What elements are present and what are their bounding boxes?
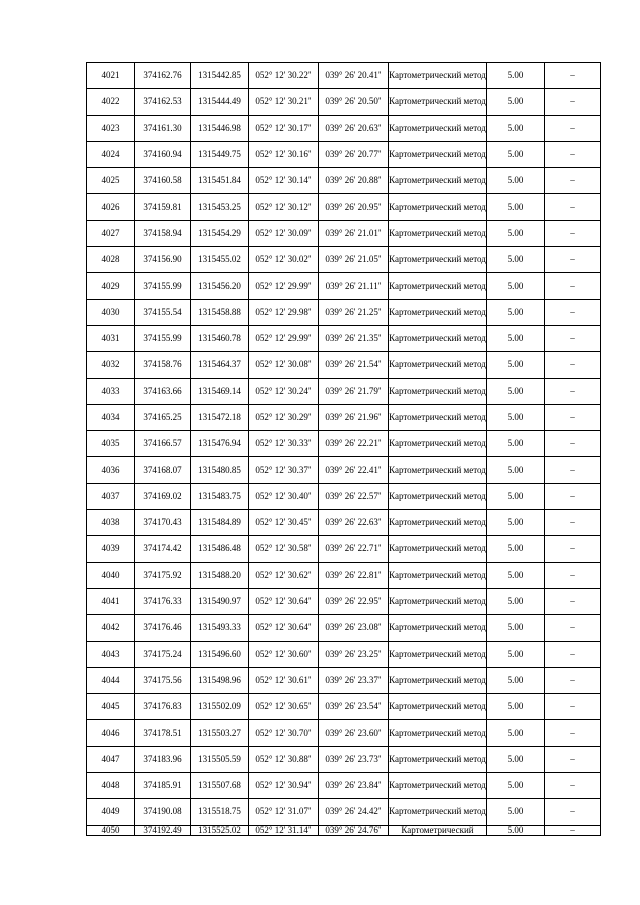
point-number-cell: 4037 (87, 483, 135, 509)
y-coordinate-cell: 1315454.29 (191, 220, 249, 246)
y-coordinate-cell: 1315518.75 (191, 799, 249, 825)
x-coordinate-cell: 374185.91 (135, 773, 191, 799)
table-row (87, 247, 601, 273)
note-cell: – (545, 141, 601, 167)
longitude-cell: 039° 26' 21.05" (319, 247, 389, 273)
x-coordinate-cell: 374175.56 (135, 667, 191, 693)
method-cell: Картометрический метод (389, 746, 487, 772)
longitude-cell: 039° 26' 23.37" (319, 667, 389, 693)
method-cell: Картометрический метод (389, 588, 487, 614)
x-coordinate-cell: 374158.76 (135, 352, 191, 378)
latitude-cell: 052° 12' 30.22" (249, 63, 319, 89)
y-coordinate-cell: 1315472.18 (191, 404, 249, 430)
x-coordinate-cell: 374176.46 (135, 615, 191, 641)
y-coordinate-cell: 1315455.02 (191, 247, 249, 273)
note-cell: – (545, 667, 601, 693)
note-cell: – (545, 615, 601, 641)
method-cell: Картометрический метод (389, 115, 487, 141)
coordinates-table (86, 62, 601, 836)
x-coordinate-cell: 374166.57 (135, 431, 191, 457)
latitude-cell: 052° 12' 30.33" (249, 431, 319, 457)
accuracy-cell: 5.00 (487, 562, 545, 588)
accuracy-cell: 5.00 (487, 457, 545, 483)
point-number-cell: 4024 (87, 141, 135, 167)
table-row (87, 799, 601, 825)
accuracy-cell: 5.00 (487, 352, 545, 378)
accuracy-cell: 5.00 (487, 168, 545, 194)
point-number-cell: 4025 (87, 168, 135, 194)
point-number-cell: 4026 (87, 194, 135, 220)
method-cell: Картометрический метод (389, 457, 487, 483)
accuracy-cell: 5.00 (487, 615, 545, 641)
longitude-cell: 039° 26' 21.35" (319, 325, 389, 351)
point-number-cell: 4042 (87, 615, 135, 641)
y-coordinate-cell: 1315460.78 (191, 325, 249, 351)
latitude-cell: 052° 12' 30.09" (249, 220, 319, 246)
y-coordinate-cell: 1315458.88 (191, 299, 249, 325)
latitude-cell: 052° 12' 30.88" (249, 746, 319, 772)
point-number-cell: 4050 (87, 825, 135, 835)
accuracy-cell: 5.00 (487, 536, 545, 562)
note-cell: – (545, 746, 601, 772)
method-cell: Картометрический метод (389, 694, 487, 720)
latitude-cell: 052° 12' 30.58" (249, 536, 319, 562)
note-cell: – (545, 510, 601, 536)
point-number-cell: 4030 (87, 299, 135, 325)
latitude-cell: 052° 12' 30.60" (249, 641, 319, 667)
accuracy-cell: 5.00 (487, 63, 545, 89)
point-number-cell: 4029 (87, 273, 135, 299)
table-row (87, 273, 601, 299)
accuracy-cell: 5.00 (487, 510, 545, 536)
longitude-cell: 039° 26' 22.21" (319, 431, 389, 457)
point-number-cell: 4046 (87, 720, 135, 746)
latitude-cell: 052° 12' 29.99" (249, 325, 319, 351)
x-coordinate-cell: 374165.25 (135, 404, 191, 430)
latitude-cell: 052° 12' 30.17" (249, 115, 319, 141)
x-coordinate-cell: 374170.43 (135, 510, 191, 536)
longitude-cell: 039° 26' 20.95" (319, 194, 389, 220)
y-coordinate-cell: 1315498.96 (191, 667, 249, 693)
x-coordinate-cell: 374178.51 (135, 720, 191, 746)
longitude-cell: 039° 26' 21.25" (319, 299, 389, 325)
y-coordinate-cell: 1315490.97 (191, 588, 249, 614)
table-row (87, 641, 601, 667)
longitude-cell: 039° 26' 23.73" (319, 746, 389, 772)
table-row (87, 825, 601, 835)
point-number-cell: 4040 (87, 562, 135, 588)
method-cell: Картометрический метод (389, 510, 487, 536)
accuracy-cell: 5.00 (487, 641, 545, 667)
point-number-cell: 4047 (87, 746, 135, 772)
point-number-cell: 4036 (87, 457, 135, 483)
x-coordinate-cell: 374174.42 (135, 536, 191, 562)
note-cell: – (545, 720, 601, 746)
method-cell: Картометрический метод (389, 378, 487, 404)
method-cell: Картометрический метод (389, 667, 487, 693)
longitude-cell: 039° 26' 22.57" (319, 483, 389, 509)
x-coordinate-cell: 374176.33 (135, 588, 191, 614)
table-row (87, 615, 601, 641)
method-cell: Картометрический метод (389, 431, 487, 457)
y-coordinate-cell: 1315469.14 (191, 378, 249, 404)
point-number-cell: 4031 (87, 325, 135, 351)
point-number-cell: 4041 (87, 588, 135, 614)
x-coordinate-cell: 374169.02 (135, 483, 191, 509)
longitude-cell: 039° 26' 22.95" (319, 588, 389, 614)
note-cell: – (545, 325, 601, 351)
y-coordinate-cell: 1315480.85 (191, 457, 249, 483)
y-coordinate-cell: 1315496.60 (191, 641, 249, 667)
note-cell: – (545, 825, 601, 835)
latitude-cell: 052° 12' 30.65" (249, 694, 319, 720)
note-cell: – (545, 457, 601, 483)
latitude-cell: 052° 12' 30.62" (249, 562, 319, 588)
table-row (87, 325, 601, 351)
method-cell: Картометрический метод (389, 299, 487, 325)
y-coordinate-cell: 1315503.27 (191, 720, 249, 746)
longitude-cell: 039° 26' 20.50" (319, 89, 389, 115)
point-number-cell: 4034 (87, 404, 135, 430)
method-cell: Картометрический метод (389, 641, 487, 667)
note-cell: – (545, 588, 601, 614)
method-cell: Картометрический (389, 825, 487, 835)
method-cell: Картометрический метод (389, 404, 487, 430)
longitude-cell: 039° 26' 22.41" (319, 457, 389, 483)
table-row (87, 536, 601, 562)
point-number-cell: 4044 (87, 667, 135, 693)
note-cell: – (545, 194, 601, 220)
x-coordinate-cell: 374158.94 (135, 220, 191, 246)
latitude-cell: 052° 12' 30.29" (249, 404, 319, 430)
method-cell: Картометрический метод (389, 720, 487, 746)
longitude-cell: 039° 26' 21.79" (319, 378, 389, 404)
accuracy-cell: 5.00 (487, 220, 545, 246)
point-number-cell: 4038 (87, 510, 135, 536)
x-coordinate-cell: 374159.81 (135, 194, 191, 220)
method-cell: Картометрический метод (389, 220, 487, 246)
y-coordinate-cell: 1315464.37 (191, 352, 249, 378)
y-coordinate-cell: 1315456.20 (191, 273, 249, 299)
longitude-cell: 039° 26' 23.84" (319, 773, 389, 799)
note-cell: – (545, 299, 601, 325)
method-cell: Картометрический метод (389, 141, 487, 167)
table-row (87, 720, 601, 746)
table-row (87, 63, 601, 89)
table-row (87, 510, 601, 536)
y-coordinate-cell: 1315484.89 (191, 510, 249, 536)
latitude-cell: 052° 12' 30.02" (249, 247, 319, 273)
longitude-cell: 039° 26' 23.25" (319, 641, 389, 667)
y-coordinate-cell: 1315483.75 (191, 483, 249, 509)
method-cell: Картометрический метод (389, 483, 487, 509)
latitude-cell: 052° 12' 30.70" (249, 720, 319, 746)
point-number-cell: 4039 (87, 536, 135, 562)
point-number-cell: 4035 (87, 431, 135, 457)
accuracy-cell: 5.00 (487, 247, 545, 273)
method-cell: Картометрический метод (389, 352, 487, 378)
y-coordinate-cell: 1315493.33 (191, 615, 249, 641)
table-row (87, 220, 601, 246)
x-coordinate-cell: 374160.94 (135, 141, 191, 167)
method-cell: Картометрический метод (389, 194, 487, 220)
table-row (87, 667, 601, 693)
note-cell: – (545, 220, 601, 246)
table-body (87, 63, 601, 836)
note-cell: – (545, 773, 601, 799)
method-cell: Картометрический метод (389, 615, 487, 641)
latitude-cell: 052° 12' 30.40" (249, 483, 319, 509)
longitude-cell: 039° 26' 24.76" (319, 825, 389, 835)
note-cell: – (545, 431, 601, 457)
x-coordinate-cell: 374168.07 (135, 457, 191, 483)
table-row (87, 141, 601, 167)
latitude-cell: 052° 12' 30.61" (249, 667, 319, 693)
longitude-cell: 039° 26' 21.01" (319, 220, 389, 246)
point-number-cell: 4028 (87, 247, 135, 273)
y-coordinate-cell: 1315505.59 (191, 746, 249, 772)
table-row (87, 483, 601, 509)
point-number-cell: 4048 (87, 773, 135, 799)
accuracy-cell: 5.00 (487, 825, 545, 835)
accuracy-cell: 5.00 (487, 667, 545, 693)
table-row (87, 404, 601, 430)
note-cell: – (545, 247, 601, 273)
table-row (87, 299, 601, 325)
method-cell: Картометрический метод (389, 799, 487, 825)
note-cell: – (545, 694, 601, 720)
accuracy-cell: 5.00 (487, 89, 545, 115)
accuracy-cell: 5.00 (487, 194, 545, 220)
y-coordinate-cell: 1315525.02 (191, 825, 249, 835)
latitude-cell: 052° 12' 30.08" (249, 352, 319, 378)
latitude-cell: 052° 12' 30.12" (249, 194, 319, 220)
accuracy-cell: 5.00 (487, 141, 545, 167)
x-coordinate-cell: 374190.08 (135, 799, 191, 825)
note-cell: – (545, 352, 601, 378)
y-coordinate-cell: 1315444.49 (191, 89, 249, 115)
table-row (87, 431, 601, 457)
note-cell: – (545, 273, 601, 299)
latitude-cell: 052° 12' 31.14" (249, 825, 319, 835)
x-coordinate-cell: 374192.49 (135, 825, 191, 835)
accuracy-cell: 5.00 (487, 773, 545, 799)
note-cell: – (545, 63, 601, 89)
x-coordinate-cell: 374176.83 (135, 694, 191, 720)
y-coordinate-cell: 1315507.68 (191, 773, 249, 799)
latitude-cell: 052° 12' 30.64" (249, 588, 319, 614)
point-number-cell: 4027 (87, 220, 135, 246)
table-row (87, 352, 601, 378)
y-coordinate-cell: 1315446.98 (191, 115, 249, 141)
note-cell: – (545, 562, 601, 588)
y-coordinate-cell: 1315451.84 (191, 168, 249, 194)
method-cell: Картометрический метод (389, 89, 487, 115)
y-coordinate-cell: 1315476.94 (191, 431, 249, 457)
note-cell: – (545, 168, 601, 194)
latitude-cell: 052° 12' 30.37" (249, 457, 319, 483)
accuracy-cell: 5.00 (487, 588, 545, 614)
point-number-cell: 4049 (87, 799, 135, 825)
method-cell: Картометрический метод (389, 168, 487, 194)
longitude-cell: 039° 26' 22.63" (319, 510, 389, 536)
accuracy-cell: 5.00 (487, 694, 545, 720)
x-coordinate-cell: 374155.99 (135, 325, 191, 351)
accuracy-cell: 5.00 (487, 325, 545, 351)
table-row (87, 773, 601, 799)
x-coordinate-cell: 374162.76 (135, 63, 191, 89)
longitude-cell: 039° 26' 21.54" (319, 352, 389, 378)
latitude-cell: 052° 12' 30.16" (249, 141, 319, 167)
longitude-cell: 039° 26' 21.11" (319, 273, 389, 299)
method-cell: Картометрический метод (389, 773, 487, 799)
longitude-cell: 039° 26' 20.41" (319, 63, 389, 89)
latitude-cell: 052° 12' 30.21" (249, 89, 319, 115)
point-number-cell: 4033 (87, 378, 135, 404)
table-row (87, 562, 601, 588)
longitude-cell: 039° 26' 23.54" (319, 694, 389, 720)
latitude-cell: 052° 12' 30.94" (249, 773, 319, 799)
latitude-cell: 052° 12' 30.14" (249, 168, 319, 194)
x-coordinate-cell: 374183.96 (135, 746, 191, 772)
x-coordinate-cell: 374160.58 (135, 168, 191, 194)
table-row (87, 115, 601, 141)
method-cell: Картометрический метод (389, 536, 487, 562)
note-cell: – (545, 115, 601, 141)
y-coordinate-cell: 1315442.85 (191, 63, 249, 89)
x-coordinate-cell: 374163.66 (135, 378, 191, 404)
longitude-cell: 039° 26' 23.08" (319, 615, 389, 641)
accuracy-cell: 5.00 (487, 273, 545, 299)
accuracy-cell: 5.00 (487, 115, 545, 141)
y-coordinate-cell: 1315488.20 (191, 562, 249, 588)
x-coordinate-cell: 374156.90 (135, 247, 191, 273)
longitude-cell: 039° 26' 20.88" (319, 168, 389, 194)
y-coordinate-cell: 1315486.48 (191, 536, 249, 562)
note-cell: – (545, 404, 601, 430)
method-cell: Картометрический метод (389, 325, 487, 351)
point-number-cell: 4032 (87, 352, 135, 378)
accuracy-cell: 5.00 (487, 720, 545, 746)
note-cell: – (545, 89, 601, 115)
latitude-cell: 052° 12' 30.45" (249, 510, 319, 536)
x-coordinate-cell: 374155.54 (135, 299, 191, 325)
longitude-cell: 039° 26' 21.96" (319, 404, 389, 430)
longitude-cell: 039° 26' 22.71" (319, 536, 389, 562)
coordinates-table-page (86, 62, 600, 836)
accuracy-cell: 5.00 (487, 799, 545, 825)
longitude-cell: 039° 26' 24.42" (319, 799, 389, 825)
x-coordinate-cell: 374175.92 (135, 562, 191, 588)
table-row (87, 746, 601, 772)
latitude-cell: 052° 12' 31.07" (249, 799, 319, 825)
accuracy-cell: 5.00 (487, 404, 545, 430)
table-row (87, 89, 601, 115)
latitude-cell: 052° 12' 29.99" (249, 273, 319, 299)
table-row (87, 457, 601, 483)
x-coordinate-cell: 374175.24 (135, 641, 191, 667)
point-number-cell: 4023 (87, 115, 135, 141)
table-row (87, 168, 601, 194)
longitude-cell: 039° 26' 22.81" (319, 562, 389, 588)
point-number-cell: 4045 (87, 694, 135, 720)
longitude-cell: 039° 26' 23.60" (319, 720, 389, 746)
accuracy-cell: 5.00 (487, 299, 545, 325)
accuracy-cell: 5.00 (487, 746, 545, 772)
note-cell: – (545, 641, 601, 667)
y-coordinate-cell: 1315449.75 (191, 141, 249, 167)
note-cell: – (545, 378, 601, 404)
table-row (87, 694, 601, 720)
table-row (87, 378, 601, 404)
method-cell: Картометрический метод (389, 562, 487, 588)
note-cell: – (545, 536, 601, 562)
table-row (87, 194, 601, 220)
method-cell: Картометрический метод (389, 63, 487, 89)
accuracy-cell: 5.00 (487, 483, 545, 509)
y-coordinate-cell: 1315453.25 (191, 194, 249, 220)
note-cell: – (545, 483, 601, 509)
latitude-cell: 052° 12' 30.64" (249, 615, 319, 641)
latitude-cell: 052° 12' 30.24" (249, 378, 319, 404)
x-coordinate-cell: 374155.99 (135, 273, 191, 299)
x-coordinate-cell: 374162.53 (135, 89, 191, 115)
longitude-cell: 039° 26' 20.77" (319, 141, 389, 167)
table-row (87, 588, 601, 614)
point-number-cell: 4021 (87, 63, 135, 89)
method-cell: Картометрический метод (389, 273, 487, 299)
method-cell: Картометрический метод (389, 247, 487, 273)
point-number-cell: 4022 (87, 89, 135, 115)
accuracy-cell: 5.00 (487, 431, 545, 457)
y-coordinate-cell: 1315502.09 (191, 694, 249, 720)
latitude-cell: 052° 12' 29.98" (249, 299, 319, 325)
note-cell: – (545, 799, 601, 825)
accuracy-cell: 5.00 (487, 378, 545, 404)
point-number-cell: 4043 (87, 641, 135, 667)
x-coordinate-cell: 374161.30 (135, 115, 191, 141)
longitude-cell: 039° 26' 20.63" (319, 115, 389, 141)
